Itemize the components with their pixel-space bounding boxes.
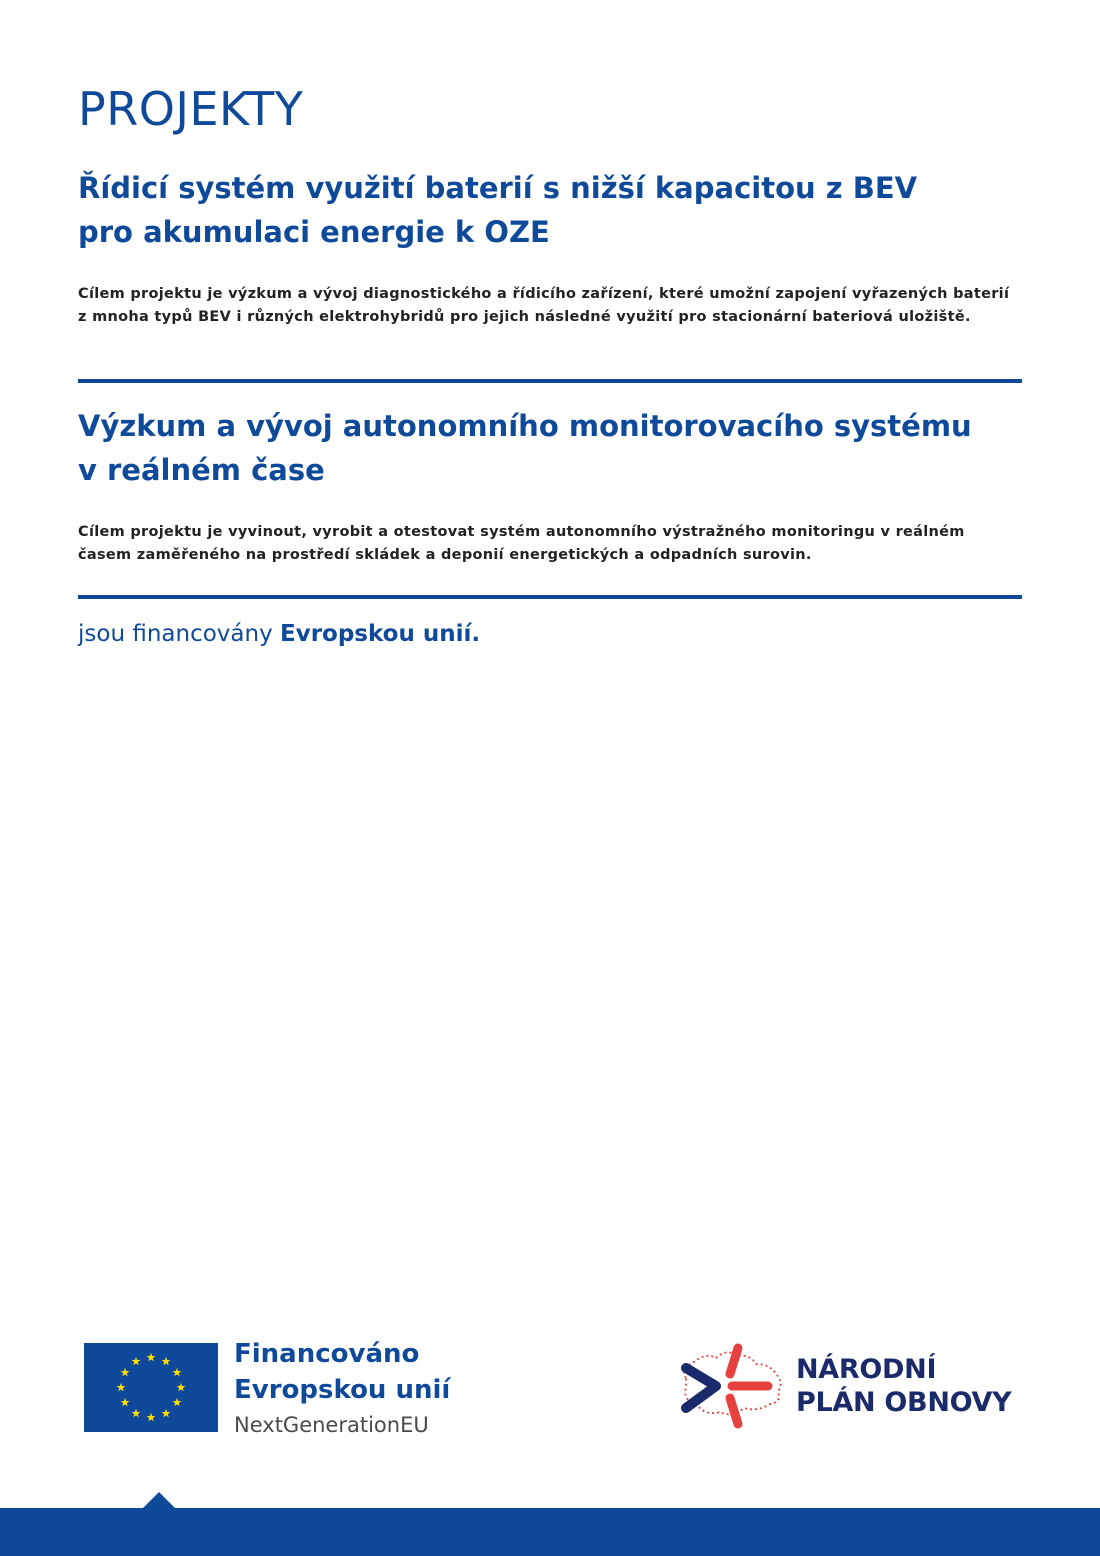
footer-bar <box>0 1508 1100 1556</box>
funding-emphasis: Evropskou unií. <box>280 621 481 647</box>
footer-notch <box>142 1492 176 1509</box>
project-2-description: Cílem projektu je vyvinout, vyrobit a otestovat systém autonomního výstražného monitoringu v reálném časem zaměřeného na prostředí skládek a deponií energetických a odpadních surovin. <box>78 524 965 563</box>
funding-prefix: jsou financovány <box>78 621 273 647</box>
eu-logo-line1: Financováno <box>234 1339 420 1369</box>
project-1-description: Cílem projektu je výzkum a vývoj diagnostického a řídicího zařízení, které umožní zapojení vyřazených baterií z mnoha typů BEV i různých elektrohybridů pro jejich následné využití pro stacionární bateriová uložiště. <box>78 286 1010 325</box>
funding-statement <box>78 621 480 647</box>
project-1 <box>78 166 1022 325</box>
npo-logo-line2: PLÁN OBNOVY <box>796 1387 1012 1418</box>
eu-funding-logo-text <box>234 1336 450 1442</box>
project-1-title-line2: pro akumulaci energie k OZE <box>78 215 550 249</box>
divider-2 <box>78 595 1022 599</box>
npo-logo-icon <box>672 1338 788 1434</box>
project-1-title <box>78 166 1022 254</box>
project-1-title-line1: Řídicí systém využití baterií s nižší kapacitou z BEV <box>78 171 918 205</box>
eu-logo-line3: NextGenerationEU <box>234 1413 429 1437</box>
npo-logo-line1: NÁRODNÍ <box>796 1354 937 1385</box>
eu-flag-icon <box>84 1343 218 1432</box>
project-2 <box>78 404 1022 563</box>
project-2-title <box>78 404 1022 492</box>
divider-1 <box>78 379 1022 383</box>
project-2-title-line1: Výzkum a vývoj autonomního monitorovacího systému <box>78 409 972 443</box>
npo-logo-text <box>796 1353 1011 1419</box>
project-2-title-line2: v reálném čase <box>78 453 325 487</box>
eu-logo-line2: Evropskou unií <box>234 1375 451 1405</box>
page-title: PROJEKTY <box>78 82 304 136</box>
